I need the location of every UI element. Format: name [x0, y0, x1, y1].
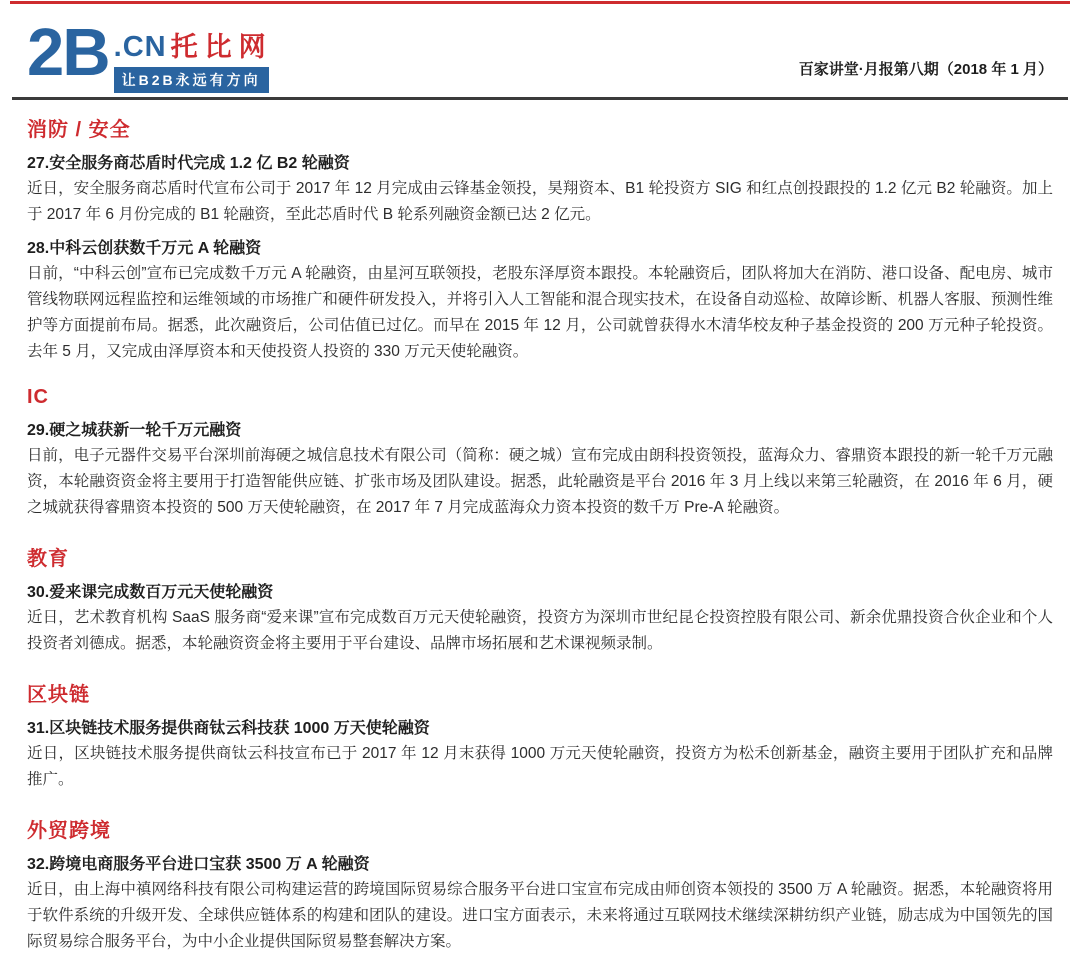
logo-brand-text: 托比网 [170, 32, 273, 62]
section-education [27, 542, 1053, 657]
report-content [0, 100, 1080, 955]
section-ic [27, 386, 1053, 521]
logo-2b-text: 2B [27, 15, 109, 90]
issue-label: 百家讲堂·月报第八期（2018 年 1 月） [798, 61, 1053, 78]
item-29-title: 29.硬之城获新一轮千万元融资 [27, 422, 242, 439]
logo-right-block [114, 25, 273, 93]
logo-tagline: 让B2B永远有方向 [114, 67, 269, 93]
section-heading: 消防 / 安全 [27, 119, 131, 141]
item-30-body: 近日，艺术教育机构 SaaS 服务商“爱来课”宣布完成数百万元天使轮融资，投资方为深圳市世纪昆仑投资控股有限公司、新余优鼎投资合伙企业和个人投资者刘德成。据悉，本轮融资资金将主要用于平台建设、品牌市场拓展和艺术课视频录制。 [27, 609, 1053, 652]
section-fire-safety [27, 113, 1053, 365]
item-28-body: 日前，“中科云创”宣布已完成数千万元 A 轮融资，由星河互联领投，老股东泽厚资本跟投。本轮融资后，团队将加大在消防、港口设备、配电房、城市管线物联网远程监控和运维领域的市场推广和硬件研发投入，并将引入人工智能和混合现实技术，在设备自动巡检、故障诊断、机器人客服、预测性维护等方面提前布局。据悉，此次融资后，公司估值已过亿。而早在 2015 年 12 月，公司就曾获得水木清华校友种子基金投资的 200 万元种子轮投资。去年 5 月，又完成由泽厚资本和天使投资人投资的 330 万元天使轮融资。 [27, 265, 1053, 360]
item-31-title: 31.区块链技术服务提供商钛云科技获 1000 万天使轮融资 [27, 720, 430, 737]
top-accent-line [10, 1, 1070, 4]
item-28-title: 28.中科云创获数千万元 A 轮融资 [27, 240, 262, 257]
page-header [0, 0, 1080, 93]
section-heading: 教育 [27, 548, 69, 570]
section-blockchain [27, 678, 1053, 793]
item-32-body: 近日，由上海中禛网络科技有限公司构建运营的跨境国际贸易综合服务平台进口宝宣布完成由师创资本领投的 3500 万 A 轮融资。据悉，本轮融资将用于软件系统的升级开发、全球供应链体系的构建和团队的建设。进口宝方面表示，未来将通过互联网技术继续深耕纺织产业链，励志成为中国领先的国际贸易综合服务平台，为中小企业提供国际贸易整套解决方案。 [27, 881, 1053, 950]
item-27-body: 近日，安全服务商芯盾时代宣布公司于 2017 年 12 月完成由云锋基金领投，昊翔资本、B1 轮投资方 SIG 和红点创投跟投的 1.2 亿元 B2 轮融资。加上于 2017 年 6 月份完成的 B1 轮融资，至此芯盾时代 B 轮系列融资金额已达 2 亿元。 [27, 180, 1053, 223]
item-31-body: 近日，区块链技术服务提供商钛云科技宣布已于 2017 年 12 月末获得 1000 万元天使轮融资，投资方为松禾创新基金，融资主要用于团队扩充和品牌推广。 [27, 745, 1053, 788]
tobi-logo [27, 15, 273, 93]
logo-domain-brand [114, 25, 273, 64]
section-heading: 外贸跨境 [27, 820, 111, 842]
item-32-title: 32.跨境电商服务平台进口宝获 3500 万 A 轮融资 [27, 856, 370, 873]
logo-domain-text: .CN [113, 31, 167, 63]
section-heading: IC [27, 386, 49, 408]
item-29-body: 日前，电子元器件交易平台深圳前海硬之城信息技术有限公司（简称：硬之城）宣布完成由朗科投资领投，蓝海众力、睿鼎资本跟投的新一轮千万元融资，本轮融资资金将主要用于打造智能供应链、扩张市场及团队建设。据悉，此轮融资是平台 2016 年 3 月上线以来第三轮融资，在 2016 年 6 月，硬之城就获得睿鼎资本投资的 500 万天使轮融资，在 2017 年 7 月完成蓝海众力资本投资的数千万 Pre-A 轮融资。 [27, 447, 1053, 516]
section-heading: 区块链 [27, 684, 90, 706]
section-cross-border-trade [27, 814, 1053, 955]
item-30-title: 30.爱来课完成数百万元天使轮融资 [27, 584, 274, 601]
item-27-title: 27.安全服务商芯盾时代完成 1.2 亿 B2 轮融资 [27, 155, 350, 172]
